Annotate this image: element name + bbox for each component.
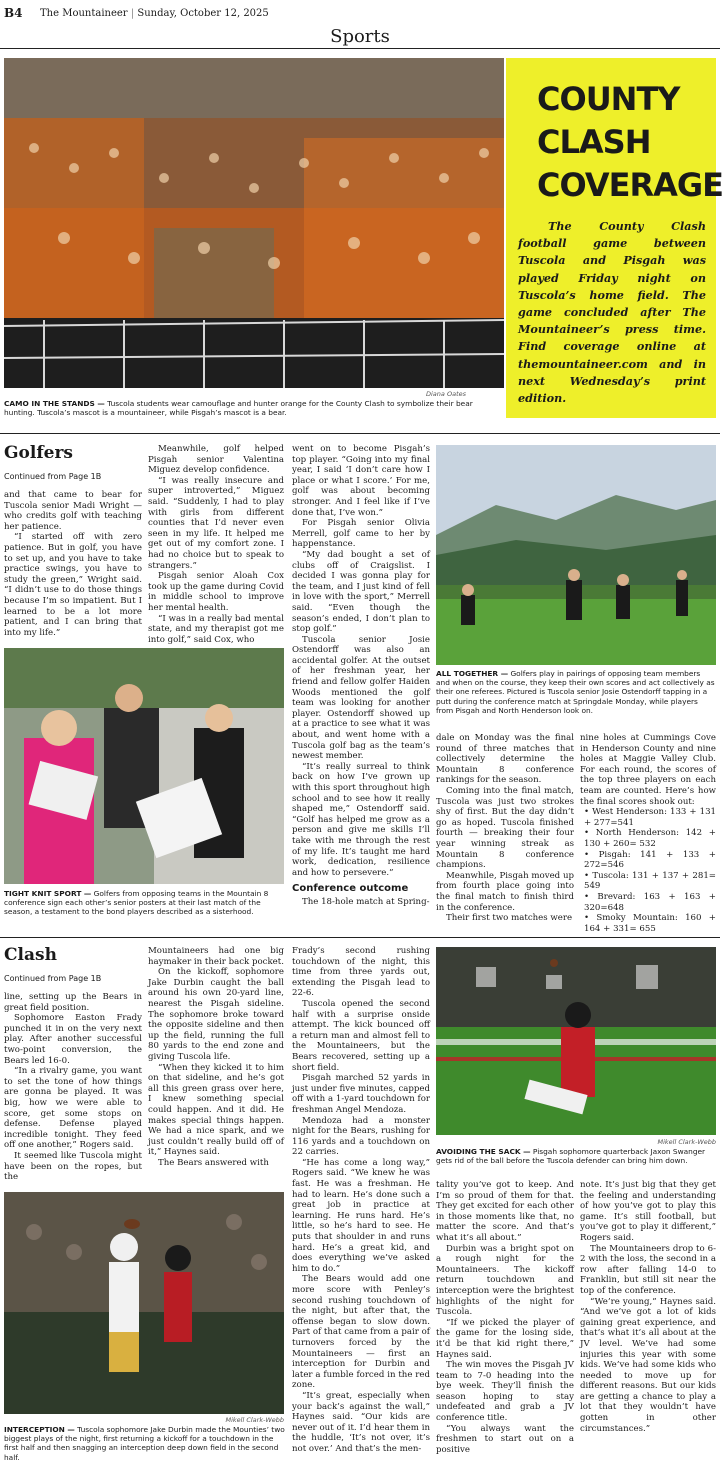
paragraph: Mountaineers had one big haymaker in their back pocket. [148, 946, 284, 967]
paragraph: Meanwhile, golf helped Pisgah senior Valentina Miguez develop confidence. [148, 444, 284, 476]
paragraph: “When they kicked it to him on that sideline, and he’s got all this green grass over here, I knew something special could happen. And it did. He makes special things happen. We had a nice spark, and we just couldn’t really build off of it,” Haynes said. [148, 1062, 284, 1158]
paragraph: tality you’ve got to keep. And I’m so proud of them for that. They get excited for each other in those moments like that, no matter the score. And that’s what it’s all about.” [436, 1180, 574, 1243]
paragraph: Their first two matches were [446, 913, 573, 924]
page-number: B4 [4, 6, 23, 20]
avoiding-sack-photo [436, 947, 716, 1135]
clash-continued: Continued from Page 1B [4, 974, 102, 983]
paragraph: Tuscola opened the second half with a surprise onside attempt. The kick bounced off a return man and almost fell to the Mountaineers, but the Bears recovered, setting up a short field. [292, 998, 430, 1073]
paragraph: The 18-hole match at Spring- [302, 896, 430, 907]
crowd-photo-credit: Diana Oates [426, 390, 466, 398]
promo-text: The County Clash football game between Tuscola and Pisgah was played Friday night on Tuscola’s home field. The game concluded after The Mountaineer’s press time. Find coverage online at themountaineer.com and in next Wednesday’s print edition. [518, 219, 706, 406]
score-line: • Tuscola: 131 + 137 + 281= 549 [584, 870, 716, 892]
paragraph: Pisgah marched 52 yards in just under five minutes, capped off with a 1-yard touchdown for freshman Angel Mendoza. [292, 1073, 430, 1115]
paragraph: Pisgah senior Aloah Cox took up the game during Covid in middle school to improve her mental health. [148, 571, 284, 613]
score-line: • Smoky Mountain: 160 + 164 + 331= 655 [584, 913, 716, 934]
paper-name: The Mountaineer [40, 8, 128, 19]
paragraph: “In a rivalry game, you want to set the tone of how things are gonna be played. It was big, how we were able to score, get some stops on defense. Defense played incredible tonight. They feed off one another,” Rogers said. [4, 1066, 142, 1151]
paragraph: It seemed like Tuscola might have been on the ropes, but the [4, 1150, 142, 1183]
paragraph: “If we picked the player of the game for the losing side, it’d be that kid right there,” Haynes said. [436, 1317, 574, 1360]
caption-head: AVOIDING THE SACK — [436, 1147, 531, 1156]
paragraph: “He has come a long way,” Rogers said. “We knew he was fast. He was a freshman. He had to learn. He’s done such a great job in practice at learning. He runs hard. He’s little, so he’s hard to see. He puts that shoulder in and runs hard. He’s a great kid, and does everything we’ve asked him to do.” [292, 1157, 430, 1274]
promo-title [537, 78, 723, 207]
promo-title-line-3: COVERAGE [537, 166, 723, 204]
paragraph: “My dad bought a set of clubs off of Craigslist. I decided I was gonna play for the team, and I just kind of fell in love with the sport,” Merrell said. “Even though the season’s ended, I don’t plan to stop golf.” [292, 549, 430, 635]
golfers-signing-caption [4, 889, 286, 917]
paragraph: On the kickoff, sophomore Jake Durbin caught the ball around his own 20-yard line, nearest the Pisgah sideline. The sophomore broke toward the opposite sideline and then up the field, running the full 80 yards to the end zone and giving Tuscola life. [148, 967, 284, 1062]
paragraph: Sophomore Easton Frady punched it in on the very next play. After another successful two-point conversion, the Bears led 16-0. [4, 1013, 142, 1066]
crowd-photo-caption [4, 399, 500, 417]
score-line: • North Henderson: 142 + 130 + 260= 532 [584, 828, 716, 849]
score-line: • Pisgah: 141 + 133 + 272=546 [584, 849, 716, 871]
clash-headline: Clash [4, 945, 57, 965]
paragraph: The Mountaineers drop to 6-2 with the loss, the second in a row after falling 14-0 to Franklin, but still sit near the top of the conference. [580, 1243, 716, 1296]
clash-col-3 [292, 946, 430, 1454]
golfers-signing-photo [4, 648, 284, 884]
golf-headline: Golfers [4, 443, 73, 463]
issue-date: Sunday, October 12, 2025 [137, 8, 269, 19]
crowd-photo [4, 58, 504, 388]
paragraph: “We’re young,” Haynes said. “And we’ve got a lot of kids gaining great experience, and that’s what it’s all about at the JV level. We’ve had some injuries this year with some kids. We’ve had some kids who needed to move up for different reasons. But our kids are getting a chance to play a lot that they wouldn’t have gotten in other circumstances.” [580, 1296, 716, 1434]
interception-photo [4, 1192, 284, 1414]
paragraph: Tuscola senior Josie Ostendorff was also an accidental golfer. At the outset of her freshman year, her friend and fellow golfer Haiden Woods mentioned the golf team was looking for another player. Ostendorff showed up at a practice to see what it was about, and went home with a Tuscola golf bag as the team’s newest member. [292, 634, 430, 762]
paragraph: The Bears answered with [158, 1157, 269, 1168]
golf-putting-photo [436, 445, 716, 665]
score-line: • Brevard: 163 + 163 + 320=648 [584, 891, 716, 913]
clash-col-5 [580, 1180, 716, 1436]
caption-head: ALL TOGETHER — [436, 669, 509, 678]
subhead-conference-outcome: Conference outcome [292, 883, 409, 895]
golf-col-3 [292, 444, 430, 924]
paragraph: note. It’s just big that they get the feeling and understanding of how you’ve got to play this game. It’s still football, but you’ve got to play it different,” Rogers said. [580, 1180, 716, 1243]
paragraph: “I started off with zero patience. But in golf, you have to set up, and you have to take practice swings, you have to study the green,” Wright said. “I didn’t use to do those things because I’m so impatient. But I learned to be a lot more patient, and I can bring that into my life.” [4, 532, 142, 638]
dateline [40, 8, 269, 19]
paragraph: Meanwhile, Pisgah moved up from fourth place going into the final match to finish third in the conference. [436, 870, 574, 913]
caption-text: Golfers from opposing teams in the Mountain 8 conference sign each other’s senior posters at their last match of the season, a testament to the bond players described as a sisterhood. [4, 889, 269, 917]
paragraph: The win moves the Pisgah JV team to 7-0 heading into the bye week. They’ll finish the season hoping to stay undefeated and grab a JV conference title. [436, 1360, 574, 1424]
avoiding-sack-caption [436, 1147, 716, 1165]
golf-col-2 [148, 444, 284, 644]
paragraph: line, setting up the Bears in great field position. [4, 992, 142, 1013]
caption-text: Pisgah sophomore quarterback Jaxon Swanger gets rid of the ball before the Tuscola defender can bring him down. [436, 1147, 706, 1166]
paragraph: went on to become Pisgah’s top player. “Going into my final year, I said ‘I don’t care how I place or what I score.’ For me, golf was about becoming stronger. And I feel like if I’ve done that, I’ve won.” [292, 444, 430, 518]
golf-col-4 [436, 733, 574, 923]
caption-head: INTERCEPTION — [4, 1425, 75, 1434]
paragraph: Durbin was a bright spot on a rough night for the Mountaineers. The kickoff return touchdown and interception were the brightest highlights of the night for Tuscola. [436, 1243, 574, 1318]
caption-head: TIGHT KNIT SPORT — [4, 889, 92, 898]
paragraph: “It’s great, especially when your back’s against the wall,” Haynes said. “Our kids are never out of it. I’d hear them in the huddle, ‘It’s not over, it’s not over.’ And that’s the men- [292, 1390, 430, 1454]
golf-col-5 [580, 733, 716, 934]
dateline-divider: | [130, 8, 138, 19]
section-divider-1 [0, 433, 720, 434]
promo-title-line-2: CLASH [537, 123, 651, 161]
paragraph: “You always want the freshmen to start out on a positive [436, 1423, 574, 1455]
golf-putting-caption [436, 669, 716, 715]
paragraph: For Pisgah senior Olivia Merrell, golf came to her by happenstance. [292, 518, 430, 550]
avoiding-sack-credit: Mikell Clark-Webb [657, 1138, 716, 1146]
score-line: • West Henderson: 133 + 131 + 277=541 [584, 807, 716, 828]
paragraph: Mendoza had a monster night for the Bears, rushing for 116 yards and a touchdown on 22 carries. [292, 1115, 430, 1158]
caption-head: CAMO IN THE STANDS — [4, 399, 105, 408]
caption-text: Tuscola sophomore Jake Durbin made the Mounties’ two biggest plays of the night, first returning a kickoff for a touchdown in the first half and then snagging an interception deep down field in the second half. [4, 1425, 285, 1462]
paragraph: “I was really insecure and super introverted,” Miguez said. “Suddenly, I had to play with girls from different counties that I’d never even seen in my life. It helped me get out of my comfort zone. I had no choice but to speak to strangers.” [148, 475, 284, 571]
section-title: Sports [330, 26, 390, 47]
paragraph: and that came to bear for Tuscola senior Madi Wright — who credits golf with teaching her patience. [4, 490, 142, 532]
golf-col-1 [4, 490, 142, 642]
interception-caption [4, 1425, 286, 1462]
caption-text: Tuscola students wear camouflage and hunter orange for the County Clash to symbolize their bear hunting. Tuscola’s mascot is a mountaineer, while Pisgah’s mascot is a bear. [4, 399, 473, 418]
paragraph: “It’s really surreal to think back on how I’ve grown up with this sport throughout high school and to see how it really shaped me,” Ostendorff said. “Golf has helped me grow as a person and give me skills I’ll take with me through the rest of my life. It’s taught me hard work, dedication, resilience and how to persevere.” [292, 761, 430, 878]
clash-col-2 [148, 946, 284, 1186]
county-clash-promo [506, 58, 723, 418]
interception-photo-credit: Mikell Clark-Webb [225, 1416, 284, 1424]
header-rule [0, 48, 720, 49]
caption-text: Golfers play in pairings of opposing team members and when on the course, they keep their own scores and act collectively as their one referees. Pictured is Tuscola senior Josie Ostendorff tapping in a putt during the conference match at Springdale Monday, while players from Pisgah and North Henderson look on. [436, 669, 715, 715]
paragraph: The Bears would add one more score with Penley’s second rushing touchdown of the night, but after that, the offense began to slow down. Part of that came from a pair of turnovers forced by the Mountaineers — first an interception for Durbin and later a fumble forced in the red zone. [292, 1274, 430, 1391]
paragraph: Frady’s second rushing touchdown of the night, this time from three yards out, extending the Pisgah lead to 22-6. [292, 946, 430, 999]
section-divider-2 [0, 937, 720, 938]
paragraph: Coming into the final match, Tuscola was just two strokes shy of first. But the day didn’t go as hoped. Tuscola finished fourth — breaking their four year winning streak as Mountain 8 conference champions. [436, 785, 574, 871]
promo-title-line-1: COUNTY [537, 80, 680, 118]
paragraph: nine holes at Cummings Cove in Henderson County and nine holes at Maggie Valley Club. For each round, the scores of the top three players on each team are counted. Here’s how the final scores shook out: [580, 733, 716, 807]
paragraph: “I was in a really bad mental state, and my therapist got me into golf,” said Cox, who [148, 613, 284, 645]
clash-col-4 [436, 1180, 574, 1455]
paragraph: dale on Monday was the final round of three matches that collectively determine the Mountain 8 conference rankings for the season. [436, 733, 574, 786]
clash-col-1 [4, 992, 142, 1186]
golf-continued: Continued from Page 1B [4, 472, 102, 481]
